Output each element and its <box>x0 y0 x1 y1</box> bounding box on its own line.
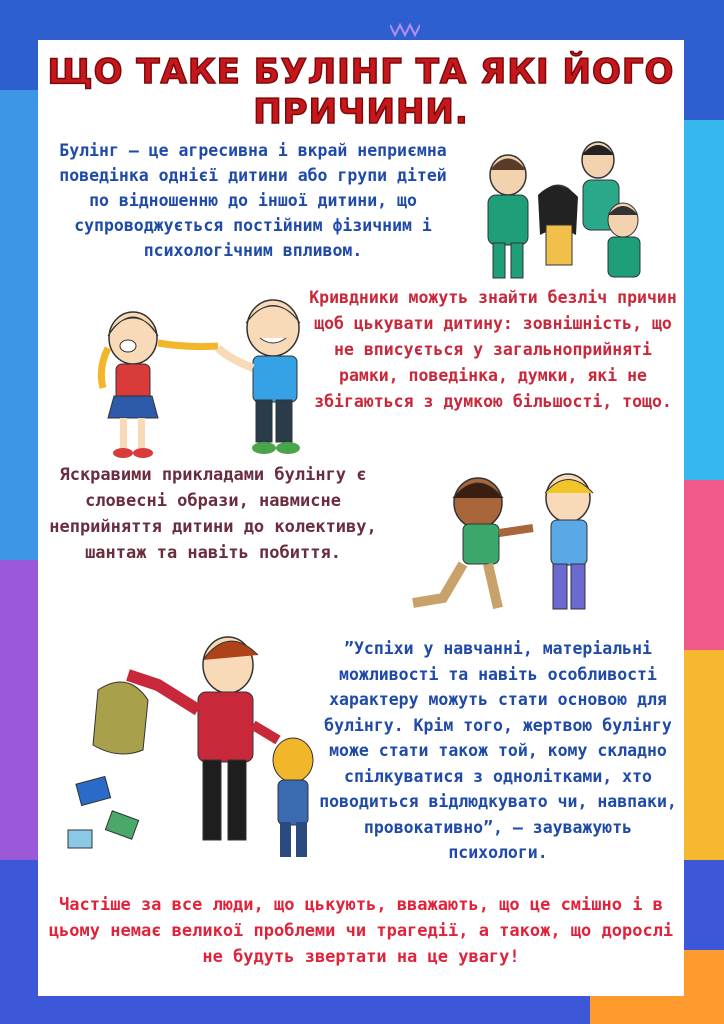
poster-title: ЩО ТАКЕ БУЛІНГ ТА ЯКІ ЙОГО ПРИЧИНИ. <box>47 52 675 132</box>
reasons-paragraph: Кривдники можуть знайти безліч причин щоб цькувати дитину: зовнішність, що не вписується у загальноприйняті рамки, поведінка, думки, які не збігаються з думкою більшості, тощо. <box>309 288 677 411</box>
conclusion-paragraph: Частіше за все люди, що цькують, вважають, що це смішно і в цьому немає великої проблеми чи трагедії, а також, що дорослі не будуть звертати на це увагу! <box>48 895 674 967</box>
examples-paragraph: Яскравими прикладами булінгу є словесні образи, навмисне неприйняття дитини до колективу, шантаж та навіть побиття. <box>49 465 377 563</box>
definition-paragraph: Булінг – це агресивна і вкрай неприємна поведінка однієї дитини або групи дітей по відношенню до іншої дитини, що супроводжується постійним фізичним і психологічним впливом. <box>59 141 447 260</box>
psychologists-quote: ”Успіхи у навчанні, матеріальні можливості та навіть особливості характеру можуть стати основою для булінгу. Крім того, жертвою булінгу може стати також той, кому складно спілкуватися з однолітками, хто поводиться відлюдкувато чи, навпаки, провокативно”, – зауважують психологи. <box>319 639 677 862</box>
group-bullying-illustration <box>448 125 658 285</box>
pushing-illustration <box>403 468 623 623</box>
hair-pulling-illustration <box>78 288 318 463</box>
poster-card <box>38 40 684 996</box>
bag-throwing-illustration <box>48 630 318 870</box>
zigzag-decoration-icon <box>390 20 420 40</box>
